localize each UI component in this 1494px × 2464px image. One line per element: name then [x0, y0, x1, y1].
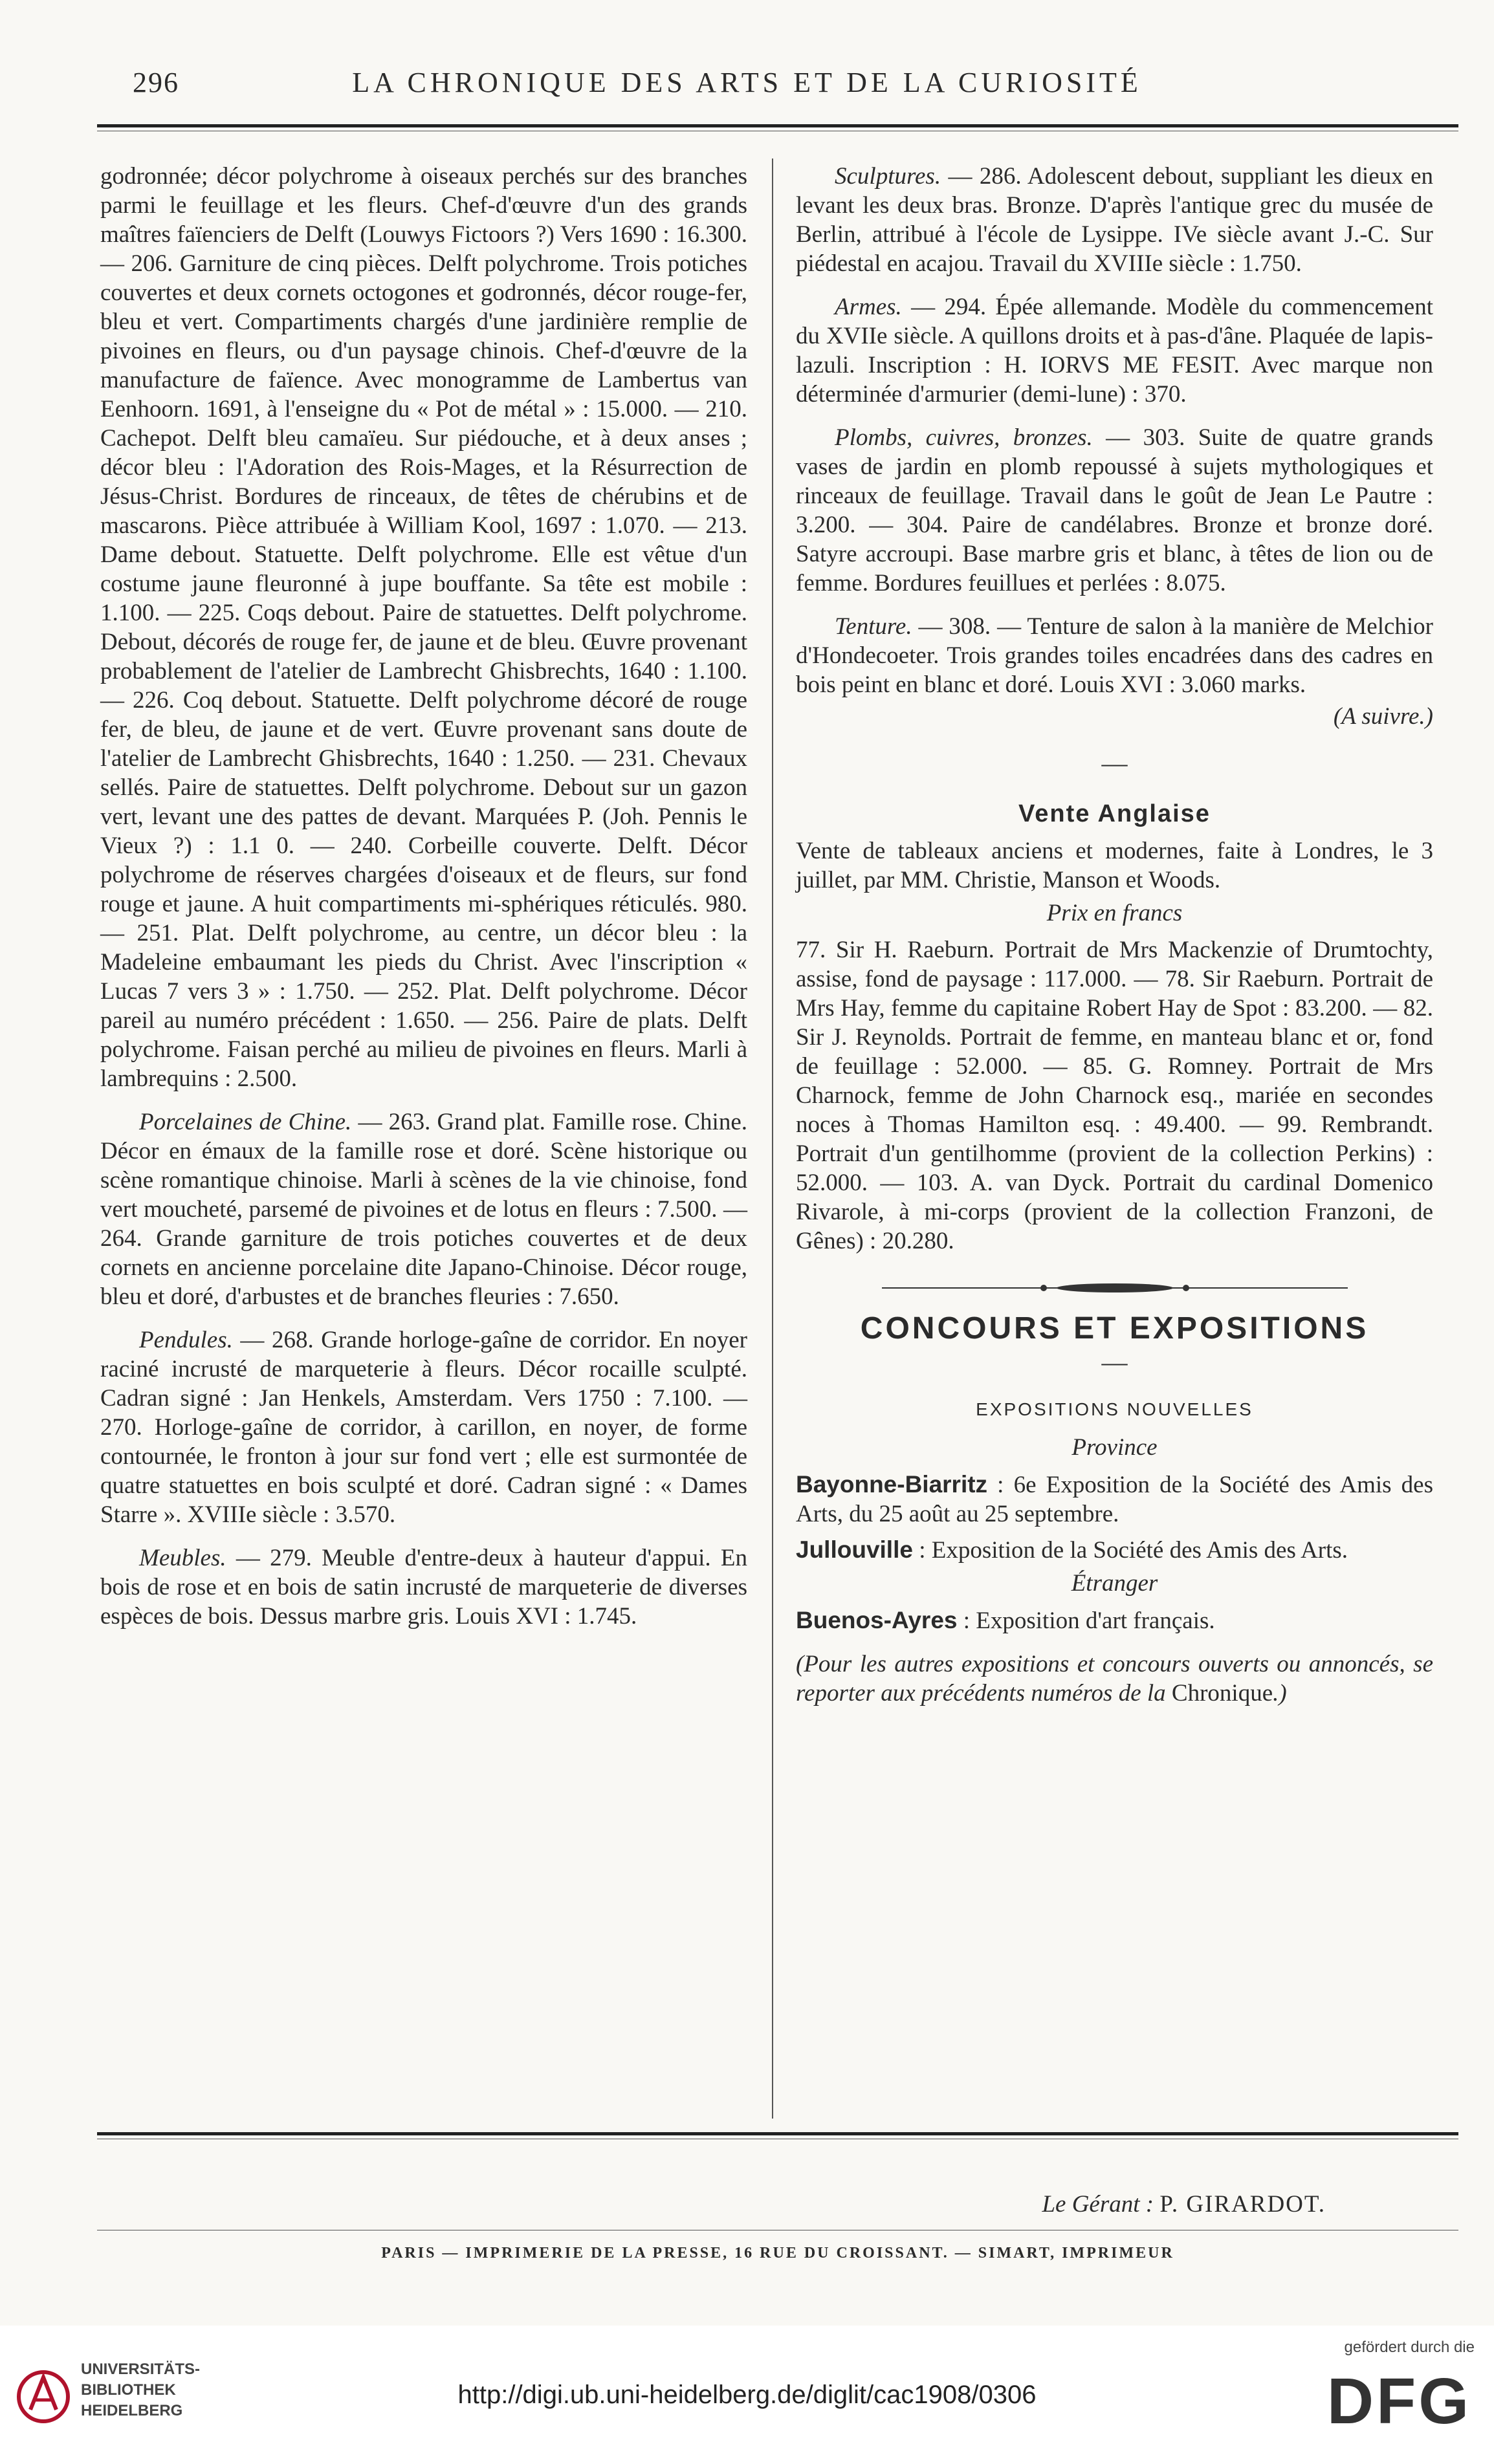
porcelaines-text: — 263. Grand plat. Famille rose. Chine. Décor en émaux de la famille rose et doré. Scène historique ou scène romantique chinoise. Marli à scènes de la vie chinoise, fond vert moucheté, parsemé de pivoines et de lotus en fleurs : 7.500. — 264. Grande garniture de trois potiches couvertes et de deux cornets en ancienne porcelaine dite Japano-Chinoise. Décor rouge, bleu et doré, d'arbustes et de branches fleuries : 7.650.	[100, 1109, 748, 1310]
pendules-paragraph	[100, 1325, 747, 1529]
meubles-paragraph	[100, 1543, 747, 1631]
jullouville-entry	[796, 1535, 1433, 1565]
porcelaines-lead: Porcelaines de Chine.	[139, 1109, 352, 1135]
viewer-bottom-bar	[0, 2326, 1494, 2464]
footer-rule	[97, 2132, 1458, 2135]
left-column	[100, 162, 747, 1645]
section-dash-2: —	[1101, 1347, 1128, 1377]
gerant-name: P. GIRARDOT.	[1159, 2191, 1326, 2218]
a-suivre: (A suivre.)	[1333, 703, 1433, 730]
buenos-lead: Buenos-Ayres	[796, 1607, 958, 1633]
plombs-lead: Plombs, cuivres, bronzes.	[835, 424, 1093, 451]
sculptures-paragraph	[796, 162, 1433, 278]
tenture-text: — 308. — Tenture de salon à la manière de Melchior d'Hondecoeter. Trois grandes toiles encadrées dans des cadres en bois peint en blanc et doré. Louis XVI : 3.060 marks.	[796, 613, 1433, 698]
province-heading: Province	[1071, 1434, 1158, 1461]
armes-lead: Armes.	[835, 294, 902, 320]
expositions-note	[796, 1650, 1433, 1708]
column-divider	[772, 158, 773, 2119]
delft-paragraph: godronnée; décor polychrome à oiseaux perchés sur des branches parmi le feuillage et les fleurs. Chef-d'œuvre d'un des grands maîtres faïenciers de Delft (Louwys Fictoors ?) Vers 1690 : 16.300. — 206. Garniture de cinq pièces. Delft polychrome. Trois potiches couvertes et deux cornets octogones et godronnés, décor rouge-fer, bleu et vert. Compartiments chargés d'une jardinière remplie de pivoines en fleurs, ou d'un paysage chinois. Chef-d'œuvre de la manufacture de faïence. Avec monogramme de Lambertus van Eenhoorn. 1691, à l'enseigne du « Pot de métal » : 15.000. — 210. Cachepot. Delft bleu camaïeu. Sur piédouche, et à deux anses ; décor bleu : l'Adoration des Rois-Mages, et la Résurrection de Jésus-Christ. Bordures de rinceaux, de têtes de chérubins et de mascarons. Pièce attribuée à William Kool, 1697 : 1.070. — 213. Dame debout. Statuette. Delft polychrome. Elle est vêtue d'un costume jaune fleuronné à jupe bouffante. Sa tête est mobile : 1.100. — 225. Coqs debout. Paire de statuettes. Delft polychrome. Debout, décorés de rouge fer, de jaune et de bleu. Œuvre provenant probablement de l'atelier de Lambrecht Ghisbrechts, 1640 : 1.100. — 226. Coq debout. Statuette. Delft polychrome décoré de rouge fer, de bleu, de jaune et de vert. Œuvre provenant sans doute de l'atelier de Lambrecht Ghisbrechts, 1640 : 1.250. — 231. Chevaux sellés. Paire de statuettes. Delft polychrome. Debout sur un gazon vert, levant une des pattes de devant. Marquées P. (Joh. Pennis le Vieux ?) : 1.1 0. — 240. Corbeille couverte. Delft. Décor polychrome de réserves chargées d'oiseaux et de fleurs, sur fond rouge et jaune. A huit compartiments mi-sphériques réticulés. 980. — 251. Plat. Delft polychrome, au centre, un décor bleu : la Madeleine embaumant les pieds du Christ. Avec l'inscription « Lucas 7 vers 3 » : 1.750. — 252. Plat. Delft polychrome. Décor pareil au numéro précédent : 1.650. — 256. Paire de plats. Delft polychrome. Faisan perché au milieu de pivoines en fleurs. Marli à lambrequins : 2.500.	[100, 163, 747, 1092]
vente-anglaise-heading: Vente Anglaise	[1018, 800, 1211, 827]
sculptures-text: — 286. Adolescent debout, suppliant les dieux en levant les deux bras. Bronze. D'après l'antique grec du musée de Berlin, attribué à l'école de Lysippe. IVe siècle avant J.-C. Sur piédestal en acajou. Travail du XVIIIe siècle : 1.750.	[796, 163, 1433, 277]
tenture-lead: Tenture.	[835, 613, 912, 640]
imprint-line: PARIS — IMPRIMERIE DE LA PRESSE, 16 RUE DU CROISSANT. — SIMART, IMPRIMEUR	[381, 2245, 1174, 2262]
meubles-lead: Meubles.	[139, 1545, 226, 1571]
vente-body: 77. Sir H. Raeburn. Portrait de Mrs Mackenzie of Drumtochty, assise, fond de paysage : 117.000. — 78. Sir Raeburn. Portrait de Mrs Hay, femme du capitaine Robert Hay de Spot : 83.200. — 82. Sir J. Reynolds. Portrait de femme, en manteau blanc et or, fond de feuillage : 52.000. — 85. G. Romney. Portrait de Mrs Charnock, femme de John Charnock esq., mariée en secondes noces à Thomas Hamilton esq. : 49.400. — 99. Rembrandt. Portrait d'un gentilhomme (provient de la collection Perkins) : 52.000. — 103. A. van Dyck. Portrait du cardinal Domenico Rivarole, à mi-corps (provient de la collection Franzoni, de Gênes) : 20.280.	[796, 937, 1433, 1254]
bayonne-text: : 6e Exposition de la Société des Amis des Arts, du 25 août au 25 septembre.	[796, 1472, 1433, 1527]
pendules-text: — 268. Grande horloge-gaîne de corridor. En noyer raciné incrusté de marqueterie à fleurs. Décor rocaille sculpté. Cadran signé : Jan Henkels, Amsterdam. Vers 1750 : 7.100. — 270. Horloge-gaîne de corridor, à carillon, en noyer, de forme contournée, le fronton à jour sur fond vert ; elle est surmontée de quatre statuettes en bois sculpté et doré. Cadran signé : « Dames Starre ». XVIIIe siècle : 3.570.	[100, 1327, 747, 1528]
concours-heading: CONCOURS ET EXPOSITIONS	[860, 1311, 1369, 1346]
page-number: 296	[133, 67, 179, 98]
uni-line-1: UNIVERSITÄTS-	[81, 2360, 201, 2378]
running-head	[97, 66, 1397, 105]
funded-by-label: gefördert durch die	[1344, 2339, 1475, 2356]
uni-line-3: HEIDELBERG	[81, 2402, 183, 2419]
armes-paragraph	[796, 292, 1433, 409]
jullouville-lead: Jullouville	[796, 1536, 913, 1563]
prix-en-francs: Prix en francs	[1046, 900, 1183, 926]
bayonne-entry	[796, 1470, 1433, 1529]
buenos-text: : Exposition d'art français.	[957, 1608, 1215, 1634]
sculptures-lead: Sculptures.	[835, 163, 941, 190]
pendules-lead: Pendules.	[139, 1327, 233, 1353]
note-part-c: .)	[1273, 1680, 1287, 1706]
bayonne-lead: Bayonne-Biarritz	[796, 1471, 988, 1498]
gerant-line	[1042, 2190, 1326, 2218]
section-dash: —	[1101, 748, 1128, 778]
permalink-url[interactable]: http://digi.ub.uni-heidelberg.de/diglit/cac1908/0306	[457, 2381, 1037, 2409]
meubles-text: — 279. Meuble d'entre-deux à hauteur d'appui. En bois de rose et en bois de satin incrusté de marqueterie de diverses espèces de bois. Dessus marbre gris. Louis XVI : 1.745.	[100, 1545, 747, 1630]
ornament-divider	[882, 1281, 1348, 1294]
jullouville-text: : Exposition de la Société des Amis des Arts.	[912, 1537, 1348, 1564]
header-rule	[97, 124, 1458, 127]
uni-line-2: BIBLIOTHEK	[81, 2381, 176, 2399]
porcelaines-paragraph	[100, 1107, 747, 1311]
vente-intro: Vente de tableaux anciens et modernes, faite à Londres, le 3 juillet, par MM. Christie, Manson et Woods.	[796, 838, 1433, 893]
journal-title: LA CHRONIQUE DES ARTS ET DE LA CURIOSITÉ	[352, 67, 1142, 98]
expositions-nouvelles-heading: EXPOSITIONS NOUVELLES	[976, 1399, 1253, 1419]
plombs-text: — 303. Suite de quatre grands vases de jardin en plomb repoussé à sujets mythologiques et rinceaux de feuillage. Travail dans le goût de Jean Le Pautre : 3.200. — 304. Paire de candélabres. Bronze et bronze doré. Satyre accroupi. Base marbre gris et blanc, à têtes de lion ou de femme. Bordures feuillues et perlées : 8.075.	[796, 424, 1434, 596]
note-chronique: Chronique	[1171, 1680, 1273, 1706]
note-part-a: (Pour les autres expositions et concours ouverts ou annoncés, se reporter aux précédents numéros de la	[796, 1651, 1433, 1706]
tenture-paragraph	[796, 612, 1433, 699]
dfg-logo: DFG	[1326, 2365, 1471, 2437]
gerant-label: Le Gérant :	[1042, 2191, 1154, 2218]
right-column	[796, 162, 1433, 1722]
armes-text: — 294. Épée allemande. Modèle du commencement du XVIIe siècle. A quillons droits et à pas-d'âne. Plaquée de lapis-lazuli. Inscription : H. IORVS ME FESIT. Avec marque non déterminée d'armurier (demi-lune) : 370.	[796, 294, 1433, 408]
etranger-heading: Étranger	[1071, 1570, 1158, 1597]
buenos-entry	[796, 1606, 1433, 1635]
plombs-paragraph	[796, 423, 1433, 598]
